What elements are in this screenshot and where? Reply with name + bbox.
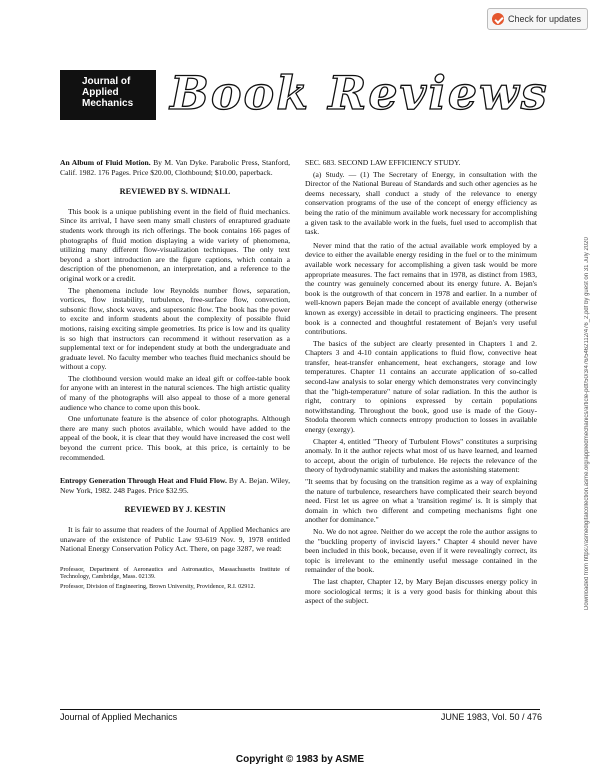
review1-details: By M. Van Dyke. Parabolic Press, Stanford, Calif. 1982. 176 Pages. Price $20.00, Clothbound; $10.00, paperback. [60, 158, 290, 177]
review1-paragraph: The phenomena include low Reynolds number flows, separation, vortices, flow instability, turbulence, free-surface flow, convection, subsonic flow, shock waves, and supersonic flow. The book has the power to excite and inform students about the complexity of possible fluid motions, raising exciting simple geometries. Its price is low and its quality is so high that instructors can recommend it without reservation as a supplemental text or for independent study at both the undergraduate and graduate level. No faculty member who teaches fluid mechanics should be without a copy. [60, 285, 290, 372]
download-sidebar: Downloaded from https://asmedigitalcollection.asme.org/appliedmechanics/article-pdf/50/3/476/5462112/476_2.pdf by guest on 31 July 2020 [584, 237, 590, 610]
review2-paragraph: No. We do not agree. Neither do we accept the role the author assigns to the "buckling property of inviscid layers." Chapter 4 should never have been included in this book, because, even if it were revealingly correct, its topic is irrelevant to the eminently useful message contained in the remainder of the book. [305, 526, 537, 575]
review1-paragraph: The clothbound version would make an ideal gift or coffee-table book for anyone with an interest in the natural sciences. The high artistic quality of many of the photographs will also appeal to those of a more general audience who chance to come upon this book. [60, 373, 290, 412]
review2-paragraph: Never mind that the ratio of the actual available work employed by a device to either the available energy residing in the fuel or to the minimum available work necessary for accomplishing a given task would be more appropriate measures. The fact remains that in 1978, as distinct from 1983, the country was genuinely concerned about its energy future. A. Bejan's book is the outgrowth of that concern in 1978 and earlier. In a number of well-known papers Bejan made the concept of available energy (otherwise known as exergy) accessible in detail to practicing engineers. The present book is a connected and thoughtful restatement of Bejan's very useful contributions. [305, 240, 537, 337]
journal-logo [60, 70, 156, 120]
journal-logo-text: Journal of Applied Mechanics [82, 76, 134, 109]
review2-paragraph: It is fair to assume that readers of the Journal of Applied Mechanics are unaware of the existence of Public Law 93-619 Nov. 9, 1978 entitled National Energy Conservation Policy Act. There, on page 3287, we read: [60, 525, 290, 554]
review2-title: Entropy Generation Through Heat and Fluid Flow. [60, 476, 227, 486]
review1-title: An Album of Fluid Motion. [60, 158, 151, 167]
right-column [305, 158, 537, 608]
review1-reviewer: REVIEWED BY S. WIDNALL [119, 187, 231, 197]
review2-paragraph: The last chapter, Chapter 12, by Mary Bejan discusses energy policy in more sociological terms; it is a very good basis for thinking about this aspect of the subject. [305, 576, 537, 606]
footnote: Professor, Department of Aeronautics and Astronautics, Massachusetts Institute of Technology, Cambridge, Mass. 02139. [60, 565, 290, 581]
review2-reviewer: REVIEWED BY J. KESTIN [124, 505, 226, 515]
quoted-statement: "It seems that by focusing on the transition regime as a way of explaining the nature of turbulence, researchers have complicated their search beyond need. First let us agree on what a 'transition regime' is. It is simply that domain in which two different and competing mechanisms fight one another for dominance." [305, 477, 537, 525]
updates-icon [492, 13, 504, 25]
review1-paragraph: One unfortunate feature is the absence of color photographs. Although there are many such photos available, which would have added to the appeal of the book, it is clear that they would have increased the cost well beyond the current price. This book, at this price, is certainly to be recommended. [60, 414, 290, 462]
copyright-notice: Copyright © 1983 by ASME [235, 754, 365, 765]
review2-header [60, 476, 290, 495]
footer-rule [60, 709, 540, 710]
review2-details: By A. Bejan. Wiley, New York, 1982. 248 Pages. Price $32.95. [60, 476, 290, 495]
review2-paragraph: The basics of the subject are clearly presented in Chapters 1 and 2. Chapters 3 and 4-10 contain applications to fluid flow, convective heat transfer, heat-transfer enhancement, heat exchangers, storage and low temperatures. Chapter 11 contains an accurate application of so-called second-law analysis to solar energy which demonstrates very convincingly that the "high-temperature" nature of solar radiation. In this the author is right, contrary to opinions expressed by certain populations notwithstanding. Throughout the book, good use is made of the Gouy-Stodola theorem which connects entropy production to losses in available energy (exergy). [305, 338, 537, 435]
check-for-updates-button[interactable] [487, 8, 588, 30]
footer-journal: Journal of Applied Mechanics [60, 712, 178, 722]
footnotes [60, 566, 290, 591]
review1-paragraph: This book is a unique publishing event in the field of fluid mechanics. Since its arrival, I have seen many small clusters of enraptured graduate students work through its rich offerings. The book contains 166 pages of photographs of fluid motion displaying a wide variety of phenomena, utilizing many different flow-visualization techniques. The only text beyond a short introduction are the figure captions, which contain a description of the phenomenon, an interpretation, and a reference to the original work or a credit. [60, 206, 290, 283]
section-title: Book Reviews [170, 66, 549, 120]
review2-paragraph: Chapter 4, entitled "Theory of Turbulent Flows" constitutes a surprising anomaly. In it the author rejects what most of us have learned, and learned to accept, about the origin of turbulence. He rejects the relevance of the theory of hydrodynamic stability and makes the astonishing statement: [305, 436, 537, 475]
footer-issue: JUNE 1983, Vol. 50 / 476 [440, 712, 542, 722]
statute-heading: SEC. 683. SECOND LAW EFFICIENCY STUDY. [305, 158, 461, 167]
check-for-updates-label: Check for updates [507, 14, 581, 24]
footnote: Professor, Division of Engineering, Brown University, Providence, R.I. 02912. [60, 582, 256, 590]
review1-header [60, 158, 290, 177]
statute-text: (a) Study. — (1) The Secretary of Energy, in consultation with the Director of the National Bureau of Standards and such other agencies as he deems necessary, shall conduct a study of the relevance to energy conservation programs of the use of the concept of energy efficiency as being the ratio of the minimum available work necessary for accomplishing a given task to the available work in the fuels, fuel used to accomplish that task. [305, 169, 537, 237]
left-column [60, 158, 290, 590]
